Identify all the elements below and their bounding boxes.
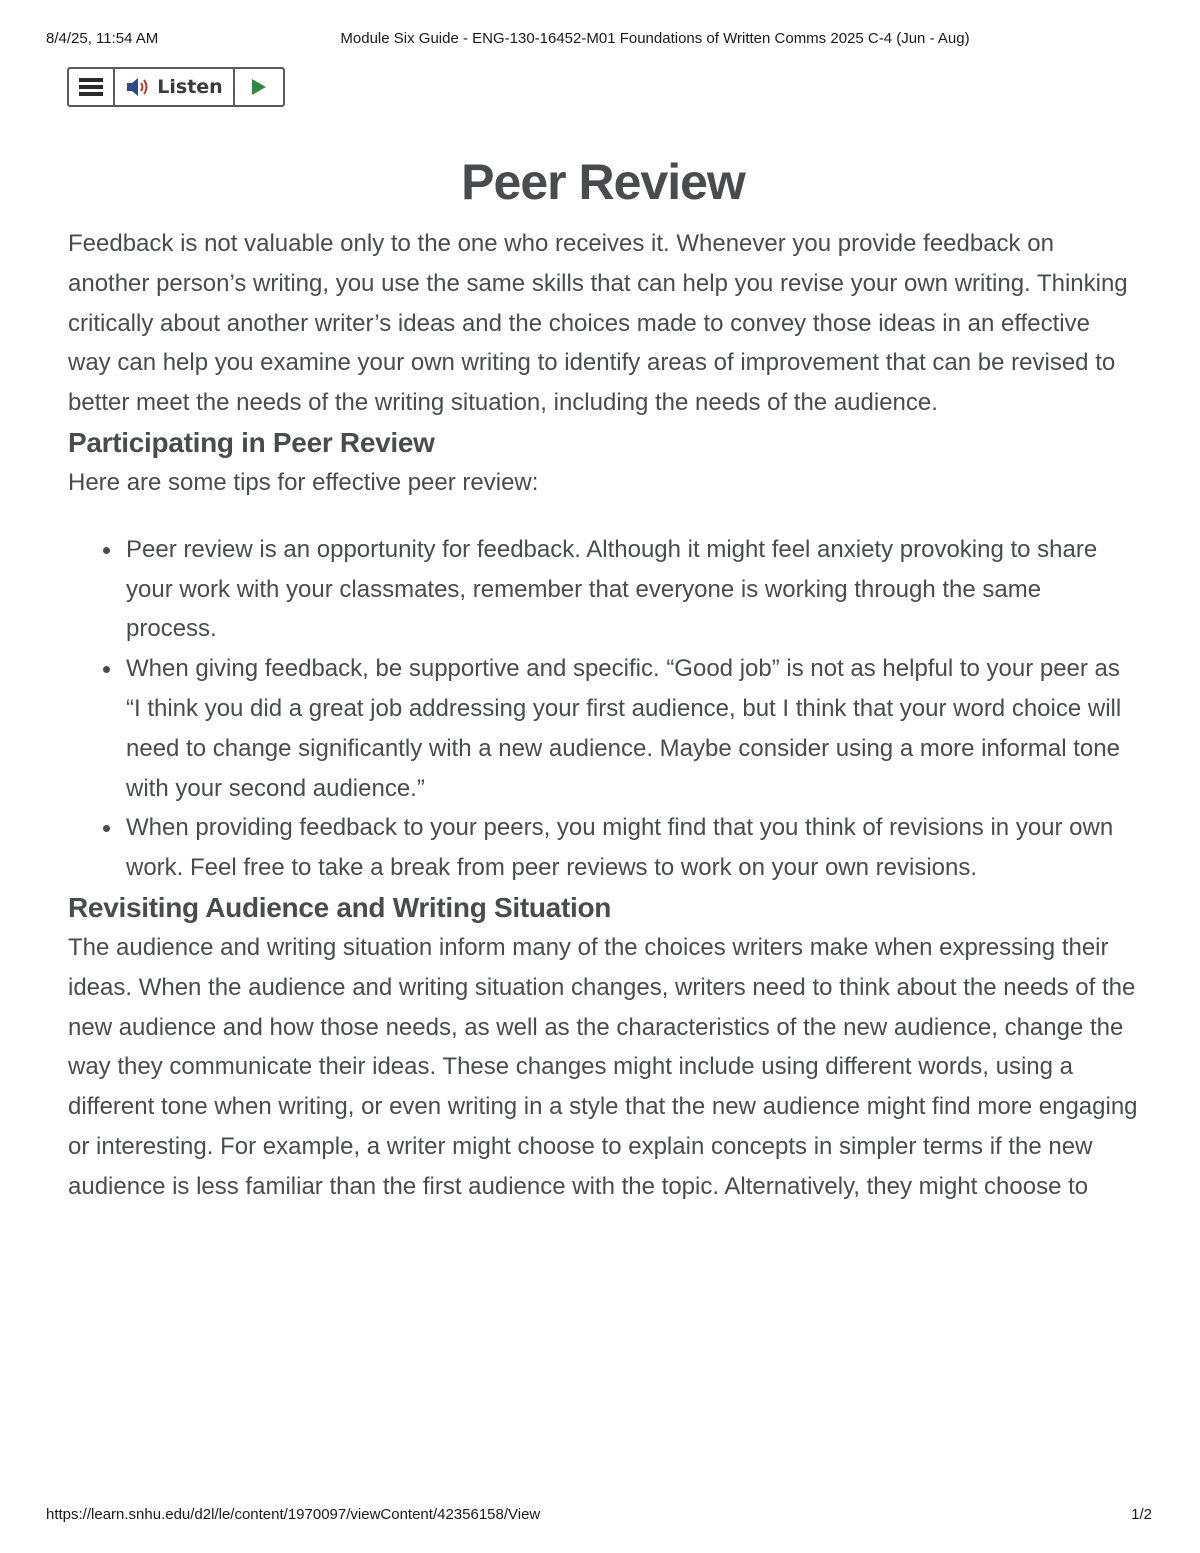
intro-paragraph: Feedback is not valuable only to the one who receives it. Whenever you provide feedback on another person’s writing, you use the same skills that can help you revise your own writing. Thinking critically about another writer’s ideas and the choices made to convey those ideas in an effective way can help you examine your own writing to identify areas of improvement that can be revised to better meet the needs of the writing situation, including the needs of the audience. <box>68 230 1128 417</box>
print-header <box>0 30 1200 50</box>
toolbar-menu-button[interactable] <box>69 69 115 105</box>
print-footer <box>0 1506 1200 1526</box>
participating-heading: Participating in Peer Review <box>68 426 435 458</box>
hamburger-menu-icon <box>79 77 103 97</box>
page-title: Peer Review <box>461 154 745 210</box>
listen-label: Listen <box>157 76 223 98</box>
print-page-number: 1/2 <box>1131 1506 1152 1523</box>
listen-toolbar <box>67 67 285 107</box>
revisiting-heading: Revisiting Audience and Writing Situation <box>68 891 612 923</box>
list-item: When giving feedback, be supportive and specific. “Good job” is not as helpful to your peer as “I think you did a great job addressing your first audience, but I think that your word choice will need to change significantly with a new audience. Maybe consider using a more informal tone with your second audience.” <box>126 649 1138 808</box>
play-button[interactable] <box>235 69 283 105</box>
list-item: Peer review is an opportunity for feedback. Although it might feel anxiety provoking to share your work with your classmates, remember that everyone is working through the same process. <box>126 530 1138 649</box>
print-document-title: Module Six Guide - ENG-130-16452-M01 Foundations of Written Comms 2025 C-4 (Jun - Aug) <box>340 30 970 47</box>
main-content <box>68 140 1138 1207</box>
tips-intro: Here are some tips for effective peer review: <box>68 468 539 496</box>
play-icon <box>251 78 267 96</box>
speaker-icon <box>125 76 151 98</box>
list-item: When providing feedback to your peers, you might find that you think of revisions in your own work. Feel free to take a break from peer reviews to work on your own revisions. <box>126 808 1138 888</box>
listen-button[interactable] <box>115 69 235 105</box>
audience-paragraph: The audience and writing situation inform many of the choices writers make when expressing their ideas. When the audience and writing situation changes, writers need to think about the needs of the new audience and how those needs, as well as the characteristics of the new audience, change the way they communicate their ideas. These changes might include using different words, using a different tone when writing, or even writing in a style that the new audience might find more engaging or interesting. For example, a writer might choose to explain concepts in simpler terms if the new audience is less familiar than the first audience with the topic. Alternatively, they might choose to <box>68 933 1138 1200</box>
tips-list <box>68 530 1138 888</box>
print-url[interactable]: https://learn.snhu.edu/d2l/le/content/1970097/viewContent/42356158/View <box>46 1506 541 1523</box>
print-datetime: 8/4/25, 11:54 AM <box>46 30 159 47</box>
